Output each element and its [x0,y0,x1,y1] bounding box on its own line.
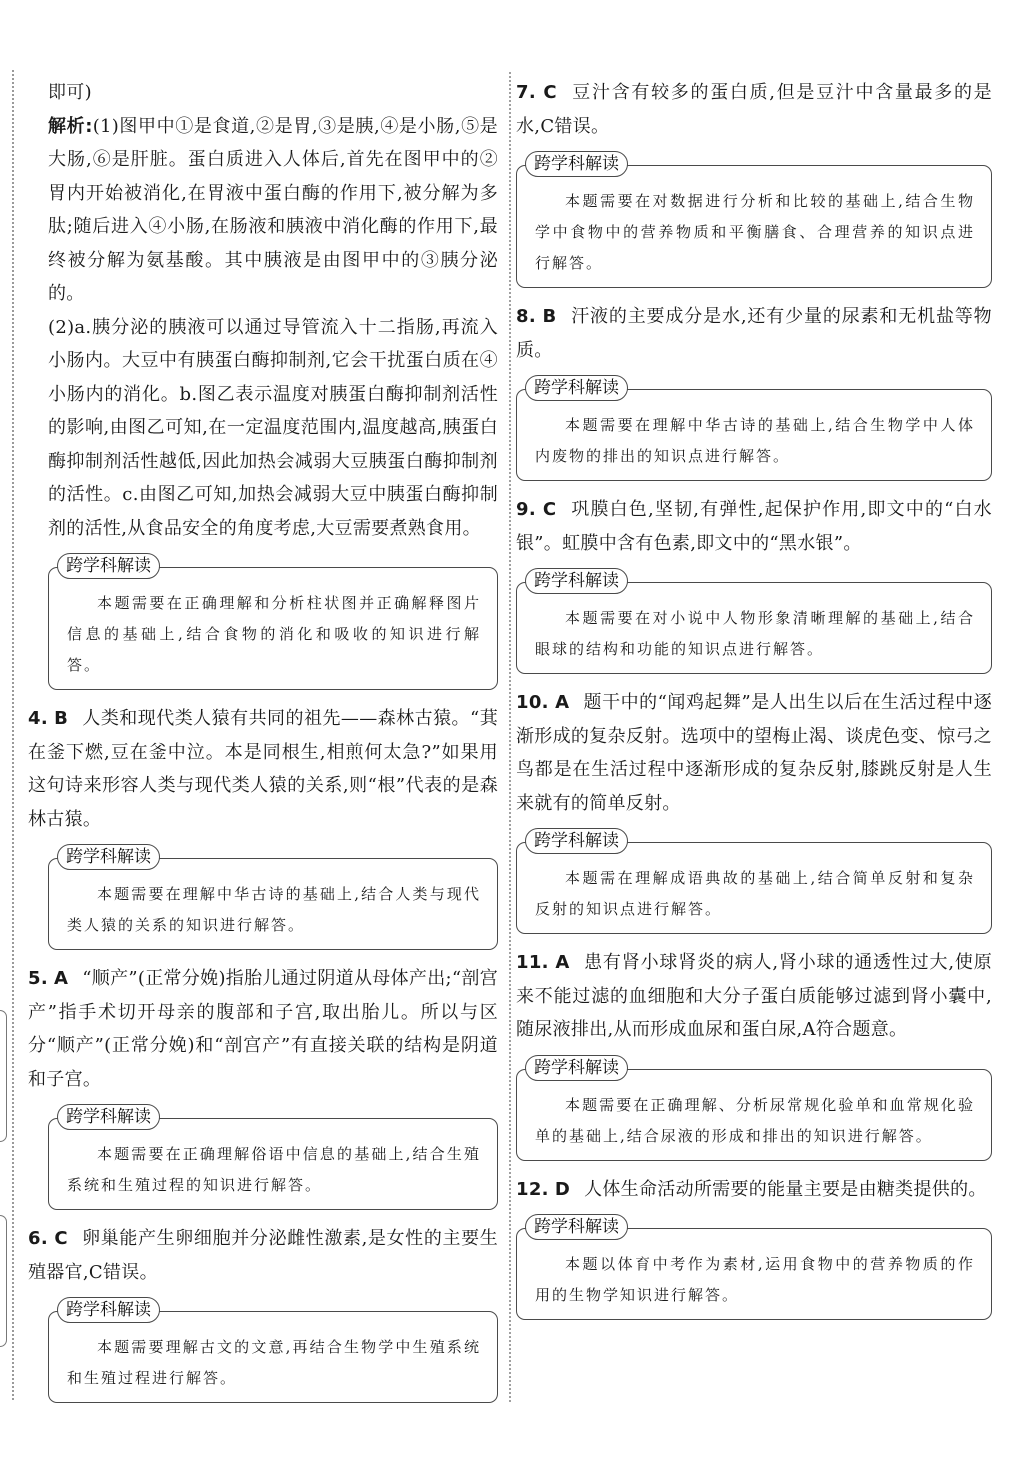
question-item: 5. A “顺产”(正常分娩)指胎儿通过阴道从母体产出;“剖宫产”指手术切开母亲的腹部和子宫,取出胎儿。所以与区分“顺产”(正常分娩)和“剖宫产”有直接关联的结构是阴道和子宫。 跨学科解读 本题需要在正确理解俗语中信息的基础上,结合生殖系统和生殖过程的知识进行解答。 [48,962,498,1210]
right-column [516,76,992,1332]
interdisciplinary-tag: 跨学科解读 [525,568,628,594]
question-item: 4. B 人类和现代类人猿有共同的祖先——森林古猿。“萁在釜下燃,豆在釜中泣。本是同根生,相煎何太急?”如果用这句诗来形容人类与现代类人猿的关系,则“根”代表的是森林古猿。 跨学科解读 本题需要在理解中华古诗的基础上,结合人类与现代类人猿的关系的知识进行解答。 [48,702,498,950]
interdisciplinary-tag: 跨学科解读 [57,1297,160,1323]
interdisciplinary-box [516,831,992,934]
interdisciplinary-tag: 跨学科解读 [525,1214,628,1240]
binding-mark [0,1215,7,1347]
binding-dotted-line [12,70,14,1400]
question-item: 8. B 汗液的主要成分是水,还有少量的尿素和无机盐等物质。 跨学科解读 本题需要在理解中华古诗的基础上,结合生物学中人体内废物的排出的知识点进行解答。 [516,300,992,481]
analysis-label: 解析: [48,115,93,137]
interdisciplinary-text: 本题需要在正确理解俗语中信息的基础上,结合生殖系统和生殖过程的知识进行解答。 [67,1145,481,1194]
question-item: 7. C 豆汁含有较多的蛋白质,但是豆汁中含量最多的是水,C错误。 跨学科解读 本题需要在对数据进行分析和比较的基础上,结合生物学中食物中的营养物质和平衡膳食、合理营养的知识点进行解答。 [516,76,992,288]
interdisciplinary-box [516,1217,992,1320]
interdisciplinary-text: 本题需要在对小说中人物形象清晰理解的基础上,结合眼球的结构和功能的知识点进行解答。 [535,609,975,658]
interdisciplinary-text: 本题需要在对数据进行分析和比较的基础上,结合生物学中食物中的营养物质和平衡膳食、合理营养的知识点进行解答。 [535,192,975,272]
question-item: 10. A 题干中的“闻鸡起舞”是人出生以后在生活过程中逐渐形成的复杂反射。选项中的望梅止渴、谈虎色变、惊弓之鸟都是在生活过程中逐渐形成的复杂反射,膝跳反射是人生来就有的简单反射。 跨学科解读 本题需在理解成语典故的基础上,结合简单反射和复杂反射的知识点进行解答。 [516,686,992,934]
intro-tail: 即可) [48,82,92,103]
question-item: 9. C 巩膜白色,坚韧,有弹性,起保护作用,即文中的“白水银”。虹膜中含有色素,即文中的“黑水银”。 跨学科解读 本题需要在对小说中人物形象清晰理解的基础上,结合眼球的结构和功能的知识点进行解答。 [516,493,992,674]
analysis-paragraph-2: (2)a.胰分泌的胰液可以通过导管流入十二指肠,再流入小肠内。大豆中有胰蛋白酶抑制剂,它会干扰蛋白质在④小肠内的消化。b.图乙表示温度对胰蛋白酶抑制剂活性的影响,由图乙可知,在一定温度范围内,温度越高,胰蛋白酶抑制剂活性越低,因此加热会减弱大豆胰蛋白酶抑制剂的活性。c.由图乙可知,加热会减弱大豆中胰蛋白酶抑制剂的活性,从食品安全的角度考虑,大豆需要煮熟食用。 [48,316,498,539]
analysis-paragraph-1: 解析:(1)图甲中①是食道,②是胃,③是胰,④是小肠,⑤是大肠,⑥是肝脏。蛋白质进入人体后,首先在图甲中的②胃内开始被消化,在胃液中蛋白酶的作用下,被分解为多肽;随后进入④小肠,在肠液和胰液中消化酶的作用下,最终被分解为氨基酸。其中胰液是由图甲中的③胰分泌的。 [48,115,498,304]
interdisciplinary-text: 本题需在理解成语典故的基础上,结合简单反射和复杂反射的知识点进行解答。 [535,869,975,918]
interdisciplinary-tag: 跨学科解读 [57,844,160,870]
interdisciplinary-box [48,1107,498,1210]
interdisciplinary-tag: 跨学科解读 [525,828,628,854]
interdisciplinary-text: 本题需要在理解中华古诗的基础上,结合人类与现代类人猿的关系的知识进行解答。 [67,885,481,934]
interdisciplinary-text: 本题需要在正确理解和分析柱状图并正确解释图片信息的基础上,结合食物的消化和吸收的知识进行解答。 [67,594,481,674]
interdisciplinary-box [516,154,992,288]
interdisciplinary-tag: 跨学科解读 [57,1104,160,1130]
interdisciplinary-text: 本题需要在正确理解、分析尿常规化验单和血常规化验单的基础上,结合尿液的形成和排出的知识进行解答。 [535,1095,975,1145]
question-item: 6. C 卵巢能产生卵细胞并分泌雌性激素,是女性的主要生殖器官,C错误。 跨学科解读 本题需要理解古文的文意,再结合生物学中生殖系统和生殖过程进行解答。 [48,1222,498,1403]
interdisciplinary-tag: 跨学科解读 [525,1055,628,1081]
interdisciplinary-tag: 跨学科解读 [525,375,628,401]
interdisciplinary-box [48,847,498,950]
interdisciplinary-box [48,556,498,690]
column-divider [509,72,511,1402]
interdisciplinary-box [516,1057,992,1161]
interdisciplinary-text: 本题需要理解古文的文意,再结合生物学中生殖系统和生殖过程进行解答。 [67,1338,481,1387]
left-column [28,76,499,1415]
interdisciplinary-tag: 跨学科解读 [525,151,628,177]
interdisciplinary-text: 本题以体育中考作为素材,运用食物中的营养物质的作用的生物学知识进行解答。 [535,1255,975,1304]
interdisciplinary-text: 本题需要在理解中华古诗的基础上,结合生物学中人体内废物的排出的知识点进行解答。 [535,416,975,465]
question-item: 12. D 人体生命活动所需要的能量主要是由糖类提供的。 跨学科解读 本题以体育中考作为素材,运用食物中的营养物质的作用的生物学知识进行解答。 [516,1173,992,1321]
question-item: 11. A 患有肾小球肾炎的病人,肾小球的通透性过大,使原来不能过滤的血细胞和大分子蛋白质能够过滤到肾小囊中,随尿液排出,从而形成血尿和蛋白尿,A符合题意。 跨学科解读 本题需要在正确理解、分析尿常规化验单和血常规化验单的基础上,结合尿液的形成和排出的知识进行解答。 [516,946,992,1161]
binding-mark [0,1010,7,1142]
interdisciplinary-tag: 跨学科解读 [57,553,160,579]
